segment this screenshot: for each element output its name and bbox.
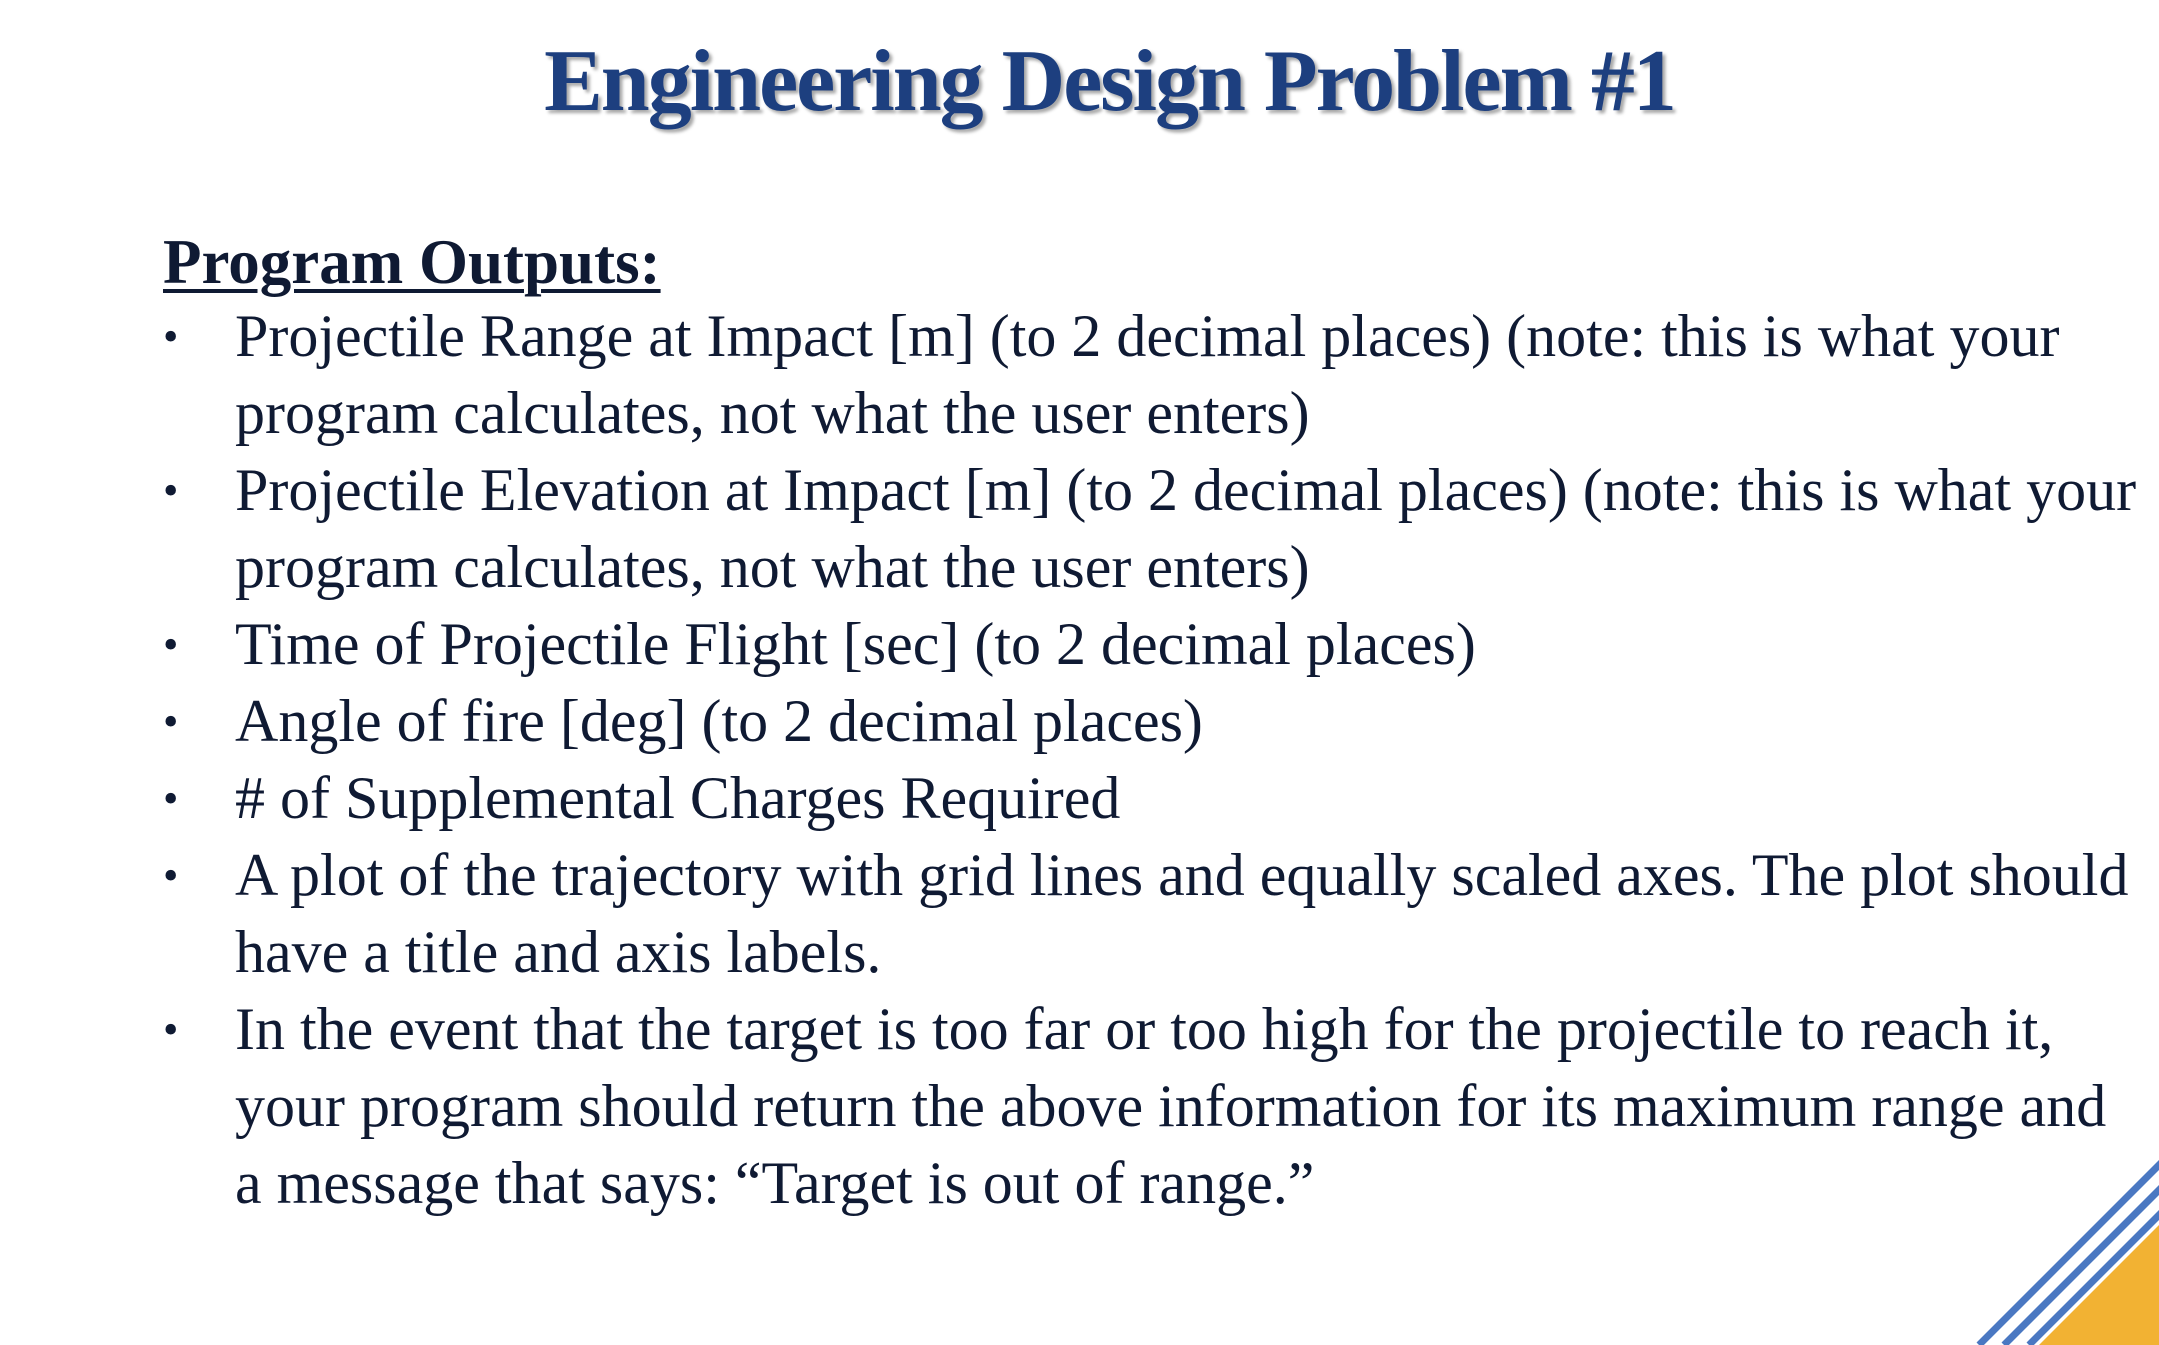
list-item (163, 452, 2143, 606)
list-item (163, 683, 2143, 760)
list-item (163, 606, 2143, 683)
bullet-icon: • (163, 1005, 179, 1054)
bullet-icon: • (163, 466, 179, 515)
list-item (163, 298, 2143, 452)
bullet-text: In the event that the target is too far or too high for the projectile to reach it, your program should return the above information for its maximum range and a message that says: “Target is out of range.” (235, 996, 2107, 1216)
bullet-text: A plot of the trajectory with grid lines and equally scaled axes. The plot should have a title and axis labels. (235, 842, 2129, 985)
bullet-text: Projectile Elevation at Impact [m] (to 2 decimal places) (note: this is what your program calculates, not what the user enters) (235, 457, 2137, 600)
bullet-text: Angle of fire [deg] (to 2 decimal places) (235, 688, 1203, 754)
slide-title: Engineering Design Problem #1 (544, 33, 1675, 130)
bullet-icon: • (163, 774, 179, 823)
bullet-text: Projectile Range at Impact [m] (to 2 decimal places) (note: this is what your program calculates, not what the user enters) (235, 303, 2060, 446)
bullet-text: # of Supplemental Charges Required (235, 765, 1121, 831)
diagonal-stripes-decoration-icon (1969, 1155, 2159, 1345)
bullet-icon: • (163, 851, 179, 900)
list-item (163, 760, 2143, 837)
bullet-icon: • (163, 620, 179, 669)
bullet-text: Time of Projectile Flight [sec] (to 2 decimal places) (235, 611, 1476, 677)
bullet-icon: • (163, 697, 179, 746)
deco-fill-shape (2039, 1225, 2159, 1345)
bullet-list (163, 298, 2143, 1222)
list-item (163, 991, 2143, 1222)
bullet-icon: • (163, 312, 179, 361)
section-heading: Program Outputs: (163, 227, 661, 297)
list-item (163, 837, 2143, 991)
